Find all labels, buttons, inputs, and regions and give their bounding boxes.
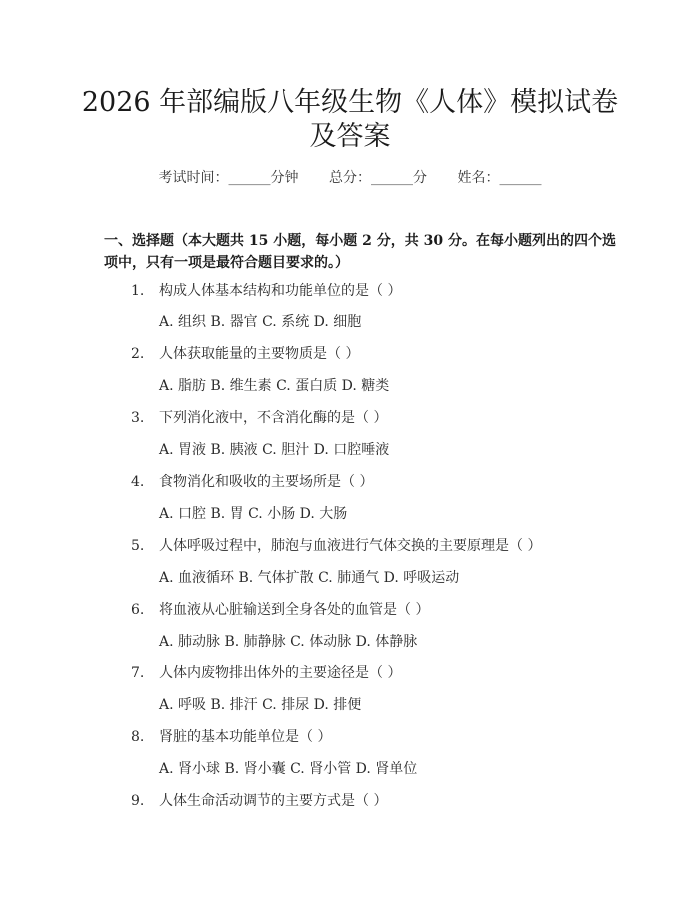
total-score-field: 总分：______分 [329,170,427,186]
question-number: 4. [131,474,145,490]
question-text: 人体内废物排出体外的主要途径是（ ） [159,665,402,681]
question-text: 人体呼吸过程中，肺泡与血液进行气体交换的主要原理是（ ） [159,538,542,554]
question-text: 食物消化和吸收的主要场所是（ ） [159,474,374,490]
question-options: A. 口腔 B. 胃 C. 小肠 D. 大肠 [159,506,348,522]
question-options: A. 呼吸 B. 排汗 C. 排尿 D. 排便 [159,697,362,713]
question-number: 5. [131,538,145,554]
question-number: 8. [131,729,145,745]
question-options: A. 肾小球 B. 肾小囊 C. 肾小管 D. 肾单位 [159,761,418,777]
question-number: 3. [131,410,145,426]
question-number: 9. [131,793,145,809]
question-stem [0,344,700,364]
question-stem [0,408,700,428]
question-stem [0,600,700,620]
question-text: 构成人体基本结构和功能单位的是（ ） [159,283,402,299]
page-title-line1: 2026 年部编版八年级生物《人体》模拟试卷 [81,87,619,118]
question-number: 6. [131,602,145,618]
question-options: A. 肺动脉 B. 肺静脉 C. 体动脉 D. 体静脉 [159,634,418,650]
student-name-field: 姓名：______ [457,170,542,186]
question-options: A. 组织 B. 器官 C. 系统 D. 细胞 [159,314,362,330]
question-text: 人体生命活动调节的主要方式是（ ） [159,793,388,809]
question-number: 2. [131,346,145,362]
question-text: 人体获取能量的主要物质是（ ） [159,346,360,362]
question-text: 肾脏的基本功能单位是（ ） [159,729,332,745]
question-stem [0,536,700,556]
question-stem [0,281,700,301]
question-text: 下列消化液中，不含消化酶的是（ ） [159,410,388,426]
question-stem [0,663,700,683]
page-title-line2: 及答案 [309,121,391,152]
question-stem [0,791,700,811]
exam-time-field: 考试时间：______分钟 [158,170,299,186]
question-options: A. 血液循环 B. 气体扩散 C. 肺通气 D. 呼吸运动 [159,570,460,586]
question-stem [0,727,700,747]
question-number: 1. [131,283,145,299]
exam-meta [0,167,700,187]
section-heading: 一、选择题（本大题共 15 小题，每小题 2 分，共 30 分。在每小题列出的四个选项中，只有一项是最符合题目要求的。） [104,233,616,271]
question-options: A. 胃液 B. 胰液 C. 胆汁 D. 口腔唾液 [159,442,390,458]
question-text: 将血液从心脏输送到全身各处的血管是（ ） [159,602,430,618]
question-number: 7. [131,665,145,681]
question-stem [0,472,700,492]
question-options: A. 脂肪 B. 维生素 C. 蛋白质 D. 糖类 [159,378,390,394]
